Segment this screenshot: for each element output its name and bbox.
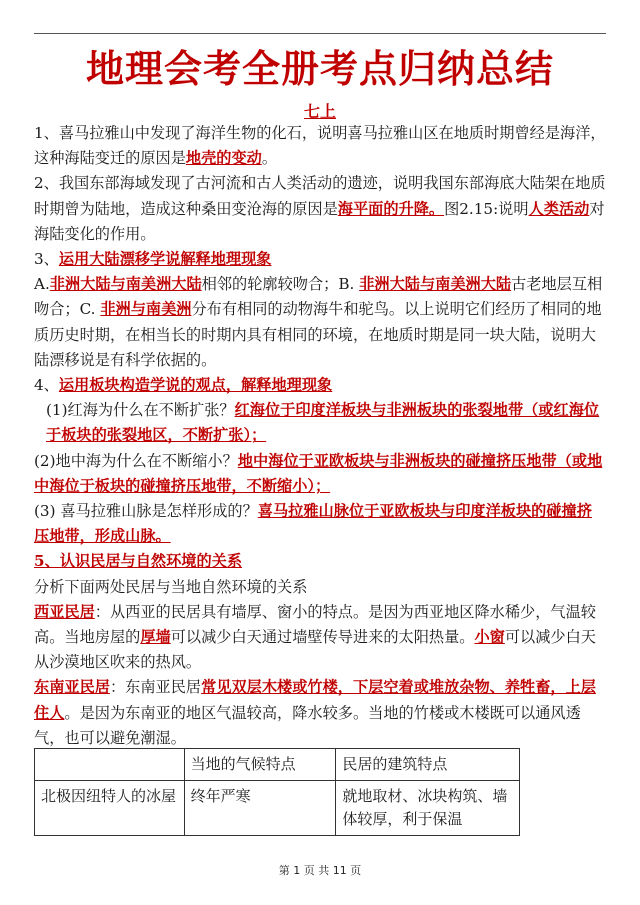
item-4-heading (34, 373, 606, 398)
document-body (34, 121, 606, 751)
southeast-asia-end: 。是因为东南亚的地区气温较高，降水较多。当地的竹楼或木楼既可以通风透气，也可以避免潮湿。 (34, 703, 581, 747)
section-subtitle (0, 101, 640, 123)
southeast-asia-text: ：东南亚民居 (109, 678, 202, 697)
housing-table (34, 748, 520, 836)
item-4-q2 (34, 449, 606, 499)
west-asia-thick-wall: 厚墙 (140, 628, 171, 647)
west-asia-small-window: 小窗 (474, 628, 505, 647)
item-3-b: 相邻的轮廓较吻合；B. (201, 275, 355, 294)
item-4-number: 4、 (34, 376, 59, 395)
west-asia-paragraph (34, 600, 606, 676)
item-4-question-2: (2)地中海为什么在不断缩小？ (34, 451, 238, 470)
item-4-answer-1: 红海位于印度洋板块与非洲板块的张裂地带（或红海位于板块的张裂地区，不断扩张）； (46, 401, 600, 445)
item-3-heading (34, 247, 606, 272)
item-4-answer-3: 喜马拉雅山脉位于亚欧板块与印度洋板块的碰撞挤压地带，形成山脉。 (34, 502, 592, 546)
item-5-title: 5、认识民居与自然环境的关系 (34, 552, 243, 571)
item-3-number: 3、 (34, 250, 59, 269)
item-3-answer-a: 非洲大陆与南美洲大陆 (49, 275, 202, 294)
table-header-cell: 民居的建筑特点 (336, 749, 520, 781)
table-cell: 终年严寒 (184, 781, 336, 836)
item-1-answer: 地壳的变动 (185, 149, 262, 168)
item-5-heading (34, 549, 606, 574)
item-4-q1 (34, 398, 606, 448)
southeast-asia-label: 东南亚民居 (34, 678, 110, 697)
table-cell: 北极因纽特人的冰屋 (35, 781, 185, 836)
west-asia-text: ：从西亚的民居具有墙厚、窗小的特点。是因为西亚地区降水稀少，气温较高。当地房屋的 (34, 602, 596, 647)
item-3-end: 分布有相同的动物海牛和驼鸟。以上说明它们经历了相同的地质历史时期，在相当长的时期内具有相同的环境，在地质时期是同一块大陆，说明大陆漂移说是有科学依据的。 (34, 300, 602, 369)
west-asia-text-2: 可以减少白天通过墙壁传导进来的太阳热量。 (170, 628, 475, 647)
item-2-figure-note: 图2.15:说明 (444, 199, 529, 218)
item-4-question-1: (1)红海为什么在不断扩张？ (46, 401, 235, 420)
table-row (35, 781, 520, 836)
item-2-text: 2、我国东部海域发现了古河流和古人类活动的遗迹，说明我国东部海底大陆架在地质时期曾为陆地，造成这种桑田变沧海的原因是 (34, 174, 606, 218)
item-2 (34, 171, 606, 247)
item-3-body (34, 272, 606, 373)
west-asia-label: 西亚民居 (34, 602, 95, 621)
west-asia-end: 可以减少白天从沙漠地区吹来的热风。 (34, 628, 596, 672)
item-3-c: 古老地层互相吻合；C. (34, 275, 603, 319)
table-header-cell: 当地的气候特点 (184, 749, 336, 781)
top-rule (34, 33, 606, 34)
item-5-intro: 分析下面两处民居与当地自然环境的关系 (34, 577, 308, 596)
item-4-answer-2: 地中海位于亚欧板块与非洲板块的碰撞挤压地带（或地中海位于板块的碰撞挤压地带，不断缩小）； (34, 451, 603, 495)
southeast-asia-paragraph (34, 675, 606, 751)
item-3-answer-b: 非洲大陆与南美洲大陆 (359, 275, 512, 294)
southeast-asia-answer: 常见双层木楼或竹楼，下层空着或堆放杂物、养牲畜，上层住人 (34, 678, 596, 722)
item-4-question-3: (3) 喜马拉雅山脉是怎样形成的？ (34, 502, 258, 521)
item-1-end: 。 (261, 149, 277, 168)
page-footer: 第 1 页 共 11 页 (278, 864, 362, 877)
item-1-text: 1、喜马拉雅山中发现了海洋生物的化石，说明喜马拉雅山区在地质时期曾经是海洋，这种海陆变迁的原因是 (34, 124, 606, 168)
table-cell: 就地取材、冰块构筑、墙体较厚，利于保温 (336, 781, 520, 836)
item-2-end: 对海陆变化的作用。 (34, 199, 605, 243)
item-1 (34, 121, 606, 171)
item-3-title: 运用大陆漂移学说解释地理现象 (58, 250, 272, 269)
item-2-answer-2: 人类活动 (528, 199, 590, 218)
item-4-q3 (34, 499, 606, 549)
item-3-a: A. (34, 275, 50, 294)
item-3-answer-c: 非洲与南美洲 (100, 300, 192, 319)
page-title: 地理会考全册考点归纳总结 (85, 47, 554, 91)
table-header-cell (35, 749, 185, 781)
subtitle-text: 七上 (303, 102, 336, 121)
item-4-title: 运用板块构造学说的观点，解释地理现象 (58, 376, 333, 395)
item-2-answer: 海平面的升降。 (337, 199, 445, 218)
table-header-row (35, 749, 520, 781)
